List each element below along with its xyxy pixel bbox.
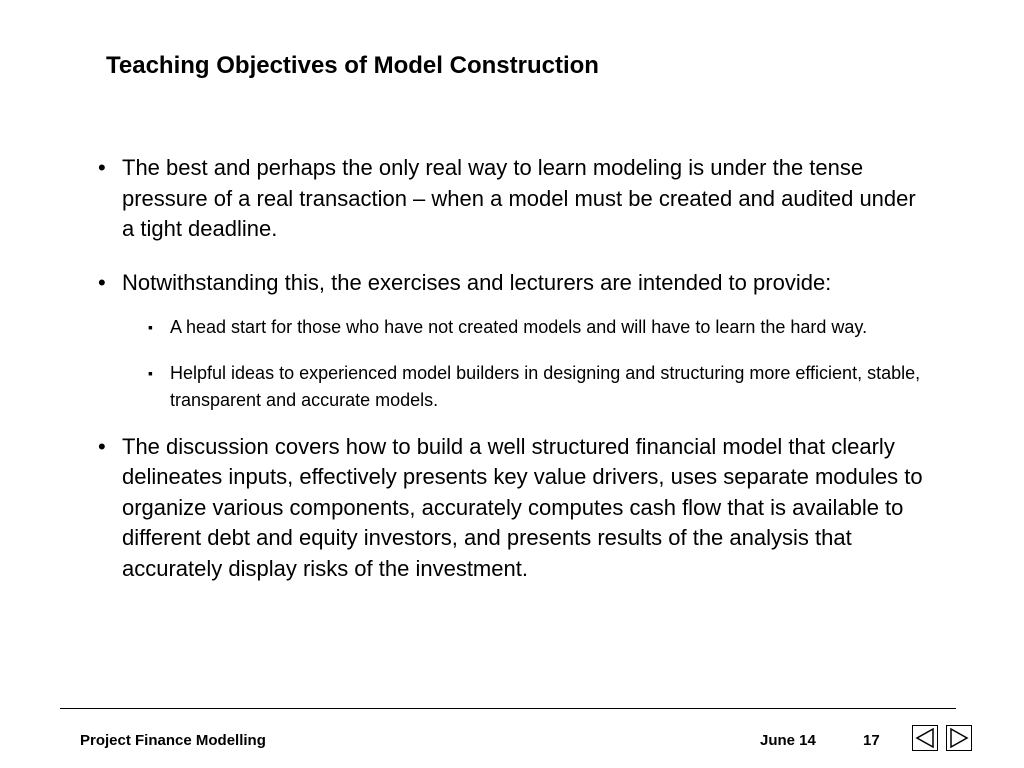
bullet-item [96,432,926,585]
triangle-right-icon [947,726,971,750]
footer-course-title: Project Finance Modelling [80,732,266,749]
bullet-marker: • [98,269,106,295]
bullet-item [96,153,926,245]
bullet-text: The discussion covers how to build a well structured financial model that clearly delineates inputs, effectively presents key value drivers, uses separate modules to organize various components, accurately computes cash flow that is available to different debt and equity investors, and presents results of the analysis that accurately display risks of the investment. [122,433,923,581]
sub-bullet-marker: ▪ [148,319,153,335]
sub-bullet-text: Helpful ideas to experienced model builders in designing and structuring more efficient, stable, transparent and accurate models. [170,362,921,410]
slide-title: Teaching Objectives of Model Construction [106,52,599,79]
bullet-item [96,268,926,299]
sub-bullet-marker: ▪ [148,364,153,381]
bullet-marker: • [98,433,106,459]
footer-date: June 14 [760,732,816,749]
bullet-text: The best and perhaps the only real way to learn modeling is under the tense pressure of a real transaction – when a model must be created and audited under a tight deadline. [122,155,916,241]
previous-slide-button[interactable] [912,725,938,751]
sub-bullet-item [146,360,930,415]
footer-page-number: 17 [863,732,880,749]
slide-body [96,153,926,584]
footer-divider [60,708,956,709]
sub-bullet-text: A head start for those who have not created models and will have to learn the hard way. [170,317,868,337]
sub-bullet-item [146,314,930,342]
bullet-text: Notwithstanding this, the exercises and lecturers are intended to provide: [122,269,832,295]
bullet-marker: • [98,155,106,180]
next-slide-button[interactable] [946,725,972,751]
triangle-left-icon [913,726,937,750]
